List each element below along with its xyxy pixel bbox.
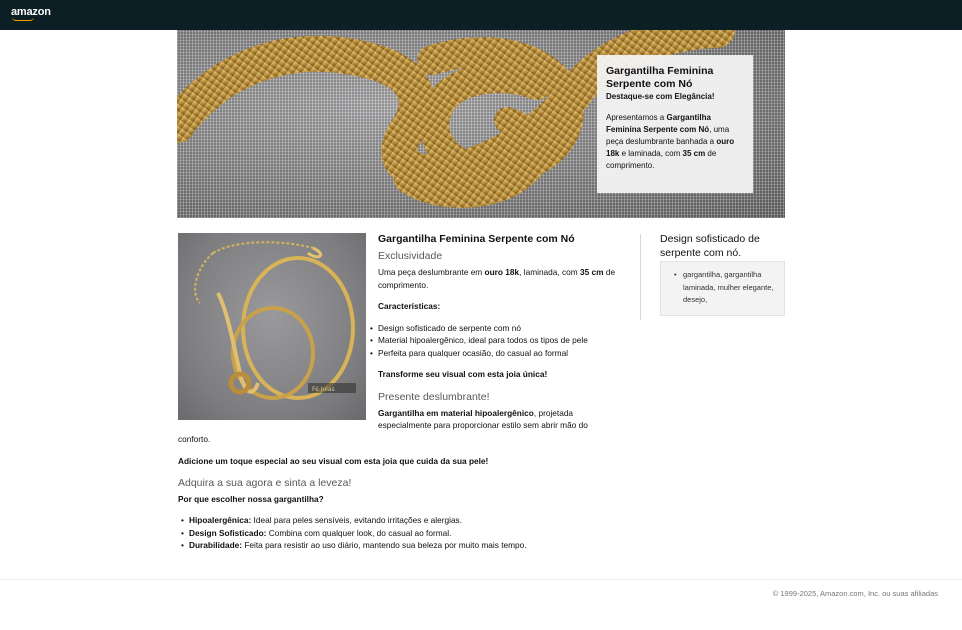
benefit-text: Combina com qualquer look, do casual ao formal. [266,527,452,538]
hero-text-bold: ouro 18k [606,137,735,158]
para-bold: ouro 18k [484,267,520,277]
para-text: de comprimento. [378,267,616,290]
benefits-list [178,514,698,552]
sidebar-keywords: • gargantilha, gargantilha laminada, mulher elegante, desejo, [671,269,776,307]
sidebar-keywords-box [660,261,785,316]
section-heading-presente: Presente deslumbrante! [378,390,490,403]
section-heading-exclusividade: Exclusividade [378,250,443,262]
exclusivity-paragraph [378,266,628,291]
features-title: Características: [378,301,441,311]
product-description [378,233,628,432]
hero-text: , uma peça deslumbrante banhada a [606,125,730,146]
footer-divider [0,579,962,580]
footer-copyright: © 1999-2025, Amazon.com, Inc. ou suas afiliadas [772,589,938,598]
feature-item: • Design sofisticado de serpente com nó [378,322,628,335]
feature-item: • Material hipoalergênico, ideal para todos os tipos de pele [378,334,628,347]
para-bold: 35 cm [580,267,604,277]
necklace-illustration [178,233,366,420]
benefit-item [178,539,698,552]
para-text: , projetada especialmente para proporcionar estilo sem abrir mão do [378,407,588,430]
benefits-section [178,514,698,552]
transform-callout: Transforme seu visual com esta joia única! [378,369,548,379]
why-title: Por que escolher nossa gargantilha? [178,494,324,504]
para-bold: Gargantilha em material hipoalergênico [378,407,534,418]
hero-info-card [597,55,753,193]
gift-paragraph-end: conforto. [178,434,211,444]
add-touch-callout: Adicione um toque especial ao seu visual com esta joia que cuida da sua pele! [178,456,489,466]
section-heading-adquira: Adquira a sua agora e sinta a leveza! [178,477,352,489]
hero-text-bold: 35 cm [682,149,706,158]
benefit-item [178,527,698,540]
top-nav-bar [0,0,962,30]
benefit-label: Durabilidade: [189,540,243,550]
para-text: , laminada, com [519,267,580,277]
column-divider [640,234,641,320]
features-list [378,322,628,360]
hero-card-text [606,112,744,172]
feature-item: • Perfeita para qualquer ocasião, do casual ao formal [378,347,628,360]
hero-card-title: Gargantilha Feminina Serpente com Nó [606,65,714,90]
product-watermark: Fé.Joias [312,386,335,393]
para-text: Uma peça deslumbrante em [378,267,485,277]
product-image[interactable] [178,233,366,420]
amazon-logo[interactable]: amazon [11,6,51,18]
benefit-label: Design Sofisticado: [189,527,267,538]
hero-text: de comprimento. [606,149,717,170]
sidebar-title: Design sofisticado de serpente com nó. [660,233,760,259]
amazon-smile-icon [12,17,34,21]
gift-paragraph [378,407,628,432]
benefit-text: Feita para resistir ao uso diário, mantendo sua beleza por muito mais tempo. [242,540,527,550]
benefit-item [178,514,698,527]
hero-text-bold: Gargantilha Feminina Serpente com Nó [606,113,711,134]
product-title: Gargantilha Feminina Serpente com Nó [378,233,575,245]
benefit-text: Ideal para peles sensíveis, evitando irritações e alergias. [251,515,463,525]
benefit-label: Hipoalergênica: [189,515,252,525]
hero-card-subtitle: Destaque-se com Elegância! [606,92,715,101]
hero-text: e laminada, com [619,149,683,158]
hero-text: Apresentamos a [606,113,667,122]
